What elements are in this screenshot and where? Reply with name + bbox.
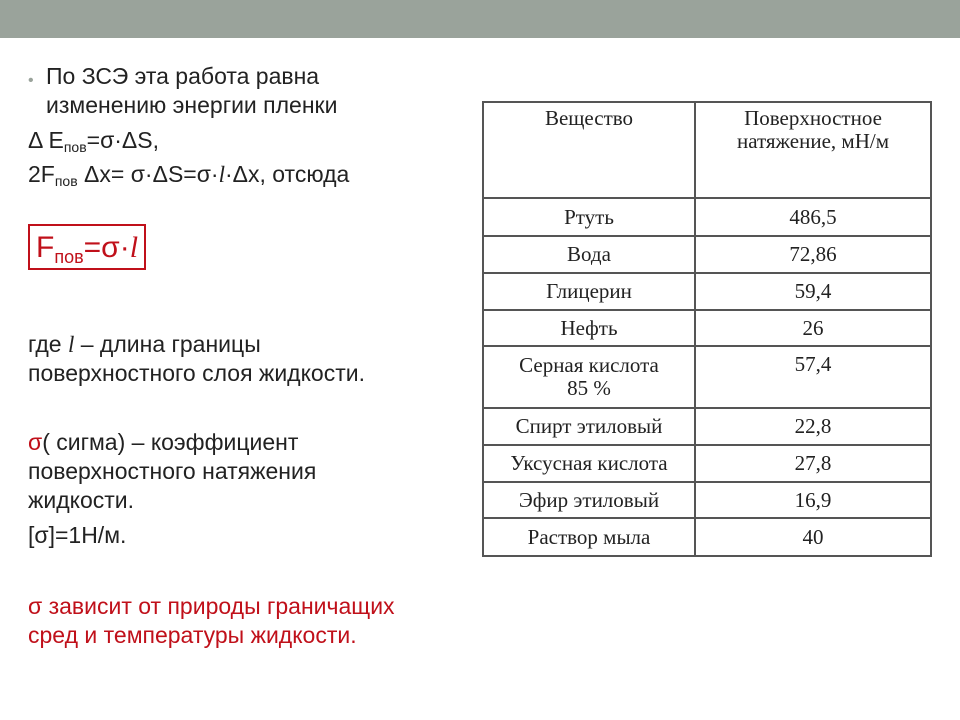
sigma-unit: [σ]=1Н/м. <box>28 522 127 548</box>
cell-value: 72,86 <box>695 236 931 273</box>
definition-length-a: где <box>28 331 68 357</box>
cell-substance: Спирт этиловый <box>483 408 695 445</box>
definition-length-line-2: поверхностного слоя жидкости. <box>28 360 365 386</box>
intro-paragraph <box>28 62 337 120</box>
temperature-note <box>28 592 395 650</box>
equation-energy <box>28 126 159 155</box>
definition-length <box>28 330 365 388</box>
eq2-part-a: 2F <box>28 161 55 187</box>
note-line-1: σ зависит от природы граничащих <box>28 593 395 619</box>
table-row <box>483 482 931 518</box>
equation-force-work <box>28 160 349 189</box>
table-row <box>483 518 931 556</box>
definition-length-var: l <box>67 332 75 357</box>
eq1-part-b: =σ·ΔS, <box>86 127 160 153</box>
cell-substance-line-1: Серная кислота <box>519 353 659 377</box>
table-row <box>483 346 931 408</box>
eq2-subscript: пов <box>54 173 78 189</box>
definition-sigma <box>28 428 316 550</box>
table-row <box>483 408 931 445</box>
definition-length-b: – длина границы <box>74 331 261 357</box>
definition-sigma-text: ( сигма) – коэффициент <box>42 429 299 455</box>
formula-part-a: F <box>36 231 55 264</box>
eq2-part-c: ·Δx, отсюда <box>224 161 350 187</box>
header-substance: Вещество <box>483 102 695 198</box>
cell-value: 57,4 <box>695 346 931 408</box>
cell-substance: Глицерин <box>483 273 695 310</box>
bullet-icon: • <box>28 72 34 89</box>
header-tension <box>695 102 931 198</box>
title-bar <box>0 0 960 38</box>
cell-value: 22,8 <box>695 408 931 445</box>
cell-substance-line-2: 85 % <box>567 376 611 400</box>
cell-value: 59,4 <box>695 273 931 310</box>
intro-line-2: изменению энергии пленки <box>46 92 338 118</box>
eq1-subscript: пов <box>63 139 87 155</box>
intro-line-1: По ЗСЭ эта работа равна <box>46 63 320 89</box>
header-tension-line-1: Поверхностное <box>744 106 882 130</box>
table-row <box>483 273 931 310</box>
cell-value: 16,9 <box>695 482 931 518</box>
definition-sigma-line-2: поверхностного натяжения <box>28 458 317 484</box>
header-tension-line-2: натяжение, мН/м <box>736 129 889 153</box>
cell-substance: Уксусная кислота <box>483 445 695 482</box>
definition-sigma-line-3: жидкости. <box>28 487 135 513</box>
table-row <box>483 310 931 346</box>
cell-substance: Раствор мыла <box>483 518 695 556</box>
cell-substance: Вода <box>483 236 695 273</box>
definition-sigma-line-1 <box>28 428 316 457</box>
table-header-row <box>483 102 931 198</box>
sigma-symbol: σ <box>28 429 43 455</box>
cell-substance: Нефть <box>483 310 695 346</box>
cell-substance <box>483 346 695 408</box>
eq2-part-b: Δx= σ·ΔS=σ· <box>77 161 219 187</box>
cell-value: 27,8 <box>695 445 931 482</box>
formula-subscript: пов <box>54 247 84 267</box>
surface-force-formula <box>28 224 146 270</box>
definition-length-line-1 <box>28 330 365 359</box>
eq1-part-a: Δ E <box>28 127 64 153</box>
cell-substance: Ртуть <box>483 198 695 236</box>
table-row <box>483 198 931 236</box>
table-row <box>483 236 931 273</box>
cell-value: 40 <box>695 518 931 556</box>
formula-length-var: l <box>129 231 139 264</box>
surface-tension-table <box>482 101 932 557</box>
cell-value: 26 <box>695 310 931 346</box>
table-row <box>483 445 931 482</box>
eq2-length-var: l <box>218 162 225 187</box>
note-line-2: сред и температуры жидкости. <box>28 622 357 648</box>
cell-substance: Эфир этиловый <box>483 482 695 518</box>
cell-value: 486,5 <box>695 198 931 236</box>
formula-part-b: =σ· <box>83 231 130 264</box>
